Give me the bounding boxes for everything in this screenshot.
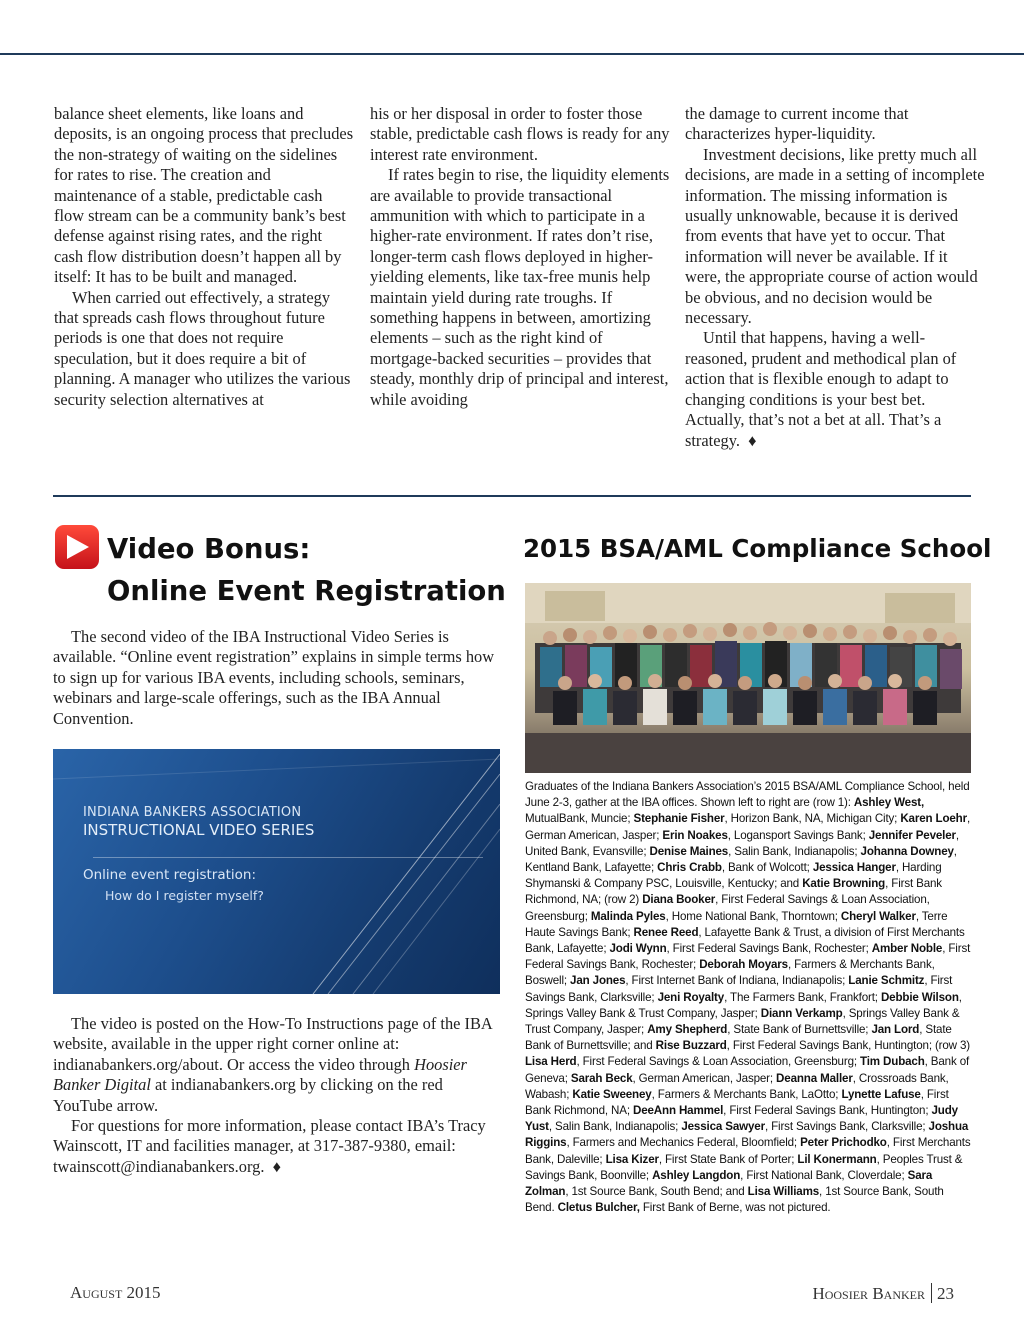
caption-name: Amber Noble xyxy=(871,942,943,956)
caption-name: Lil Konermann xyxy=(797,1152,877,1166)
page-number: 23 xyxy=(937,1284,954,1303)
caption-text: , German American, Jasper; xyxy=(525,812,971,842)
caption-name: Amy Shepherd xyxy=(647,1023,728,1037)
caption-text: , First Federal Savings & Loan Association, Greensburg; xyxy=(576,1055,861,1069)
caption-name: Stephanie Fisher xyxy=(633,812,725,826)
top-rule xyxy=(0,53,1024,55)
caption-name: Diana Booker xyxy=(642,893,716,907)
paragraph-text: For questions for more information, please contact IBA’s Tracy Wainscott, IT and facilities manager, at 317-387-9380, email: twainscott@indianabankers.org. xyxy=(53,1116,486,1176)
paragraph-text: at indianabankers.org by clicking on the red YouTube arrow. xyxy=(53,1075,443,1115)
caption-text: , Logansport Savings Bank; xyxy=(727,828,869,842)
caption-text: , First Federal Savings Bank, Rochester; xyxy=(525,942,971,972)
article-column-2 xyxy=(370,104,670,410)
paragraph: When carried out effectively, a strategy that spreads cash flows throughout future periods is one that does not require speculation, but it does require a bit of planning. A manager who utilizes the various security selection alternatives at xyxy=(54,287,351,409)
caption-text: , Harding Shymanski & Company PSC, Louisville, Kentucky; and xyxy=(525,861,942,891)
paragraph: The second video of the IBA Instructional Video Series is available. “Online event registration” explains in simple terms how to sign up for various IBA events, including schools, seminars, webinars and large-scale offerings, such as the IBA Annual Convention. xyxy=(53,627,495,728)
caption-name: Lisa Herd xyxy=(525,1055,577,1069)
caption-name: Jodi Wynn xyxy=(609,942,667,956)
article-column-3 xyxy=(685,104,985,451)
video-divider xyxy=(93,857,483,858)
caption-name: Judy Yust xyxy=(525,1104,958,1134)
end-mark: ♦ xyxy=(272,1156,282,1176)
caption-name: Peter Prichodko xyxy=(800,1136,887,1150)
caption-text: , Terre Haute Savings Bank; xyxy=(525,909,948,939)
caption-text: , Springs Valley Bank & Trust Company, Jasper; xyxy=(525,990,962,1020)
caption-name: Lanie Schmitz xyxy=(848,974,925,988)
magazine-name: Hoosier Banker xyxy=(812,1284,925,1303)
caption-name: Malinda Pyles xyxy=(590,909,666,923)
caption-name: Renee Reed xyxy=(633,925,699,939)
caption-text: , The Farmers Bank, Frankfort; xyxy=(724,990,881,1004)
video-topic: Online event registration: xyxy=(83,867,257,883)
caption-name: Deborah Moyars xyxy=(699,958,788,972)
caption-name: Lynette Lafuse xyxy=(841,1087,921,1101)
caption-name: Erin Noakes xyxy=(662,828,728,842)
issue-date: August 2015 xyxy=(70,1283,161,1302)
paragraph-text: The video is posted on the How-To Instructions page of the IBA website, available in the upper right corner online at: indianabankers.org/about. Or access the video through xyxy=(53,1014,492,1074)
publication-name: Hoosier Banker Digital xyxy=(53,1054,467,1095)
caption-text: , First Merchants Bank, Daleville; xyxy=(525,1136,971,1166)
caption-name: Sara Zolman xyxy=(525,1168,933,1199)
paragraph: the damage to current income that characterizes hyper-liquidity. xyxy=(685,104,909,144)
caption-name: Cletus Bulcher, xyxy=(557,1201,640,1215)
caption-text: , Bank of Wolcott; xyxy=(721,861,813,875)
caption-text: , First Federal Savings & Loan Association, Greensburg; xyxy=(525,893,930,923)
caption-text: MutualBank, Muncie; xyxy=(525,812,634,826)
caption-name: Jeni Royalty xyxy=(657,990,725,1004)
caption-text: , Crossroads Bank, Wabash; xyxy=(525,1071,949,1101)
paragraph: Investment decisions, like pretty much all decisions, are made in a setting of incomplete information. The missing information is usually unknowable, because it is derived from events that have yet to occur. That information will never be available. If it were, the appropriate course of action would be obvious, and no decision would be necessary. xyxy=(685,144,985,328)
video-thumbnail[interactable] xyxy=(53,749,500,994)
video-bonus-title-line2: Online Event Registration xyxy=(107,575,506,607)
caption-text: , First Internet Bank of Indiana, Indianapolis; xyxy=(625,974,849,988)
paragraph xyxy=(53,1014,498,1116)
caption-name: DeeAnn Hammel xyxy=(632,1104,724,1118)
caption-text: , Springs Valley Bank & Trust Company, Jasper; xyxy=(525,1006,960,1037)
caption-name: Joshua Riggins xyxy=(525,1120,969,1150)
caption-name: Lisa Williams xyxy=(747,1185,820,1199)
caption-name: Jan Lord xyxy=(871,1023,920,1037)
caption-text: , Salin Bank, Indianapolis; xyxy=(728,844,861,858)
caption-name: Ashley Langdon xyxy=(652,1168,741,1182)
video-bonus-intro xyxy=(53,627,498,729)
caption-name: Deanna Maller xyxy=(776,1071,853,1085)
caption-name: Chris Crabb xyxy=(657,861,722,875)
caption-text: , First Savings Bank, Clarksville; xyxy=(764,1120,929,1134)
caption-text: , 1st Source Bank, South Bend. xyxy=(525,1185,944,1215)
caption-text: , Farmers & Merchants Bank, LaOtto; xyxy=(651,1087,842,1101)
caption-text: , Horizon Bank, NA, Michigan City; xyxy=(724,812,901,826)
caption-name: Cheryl Walker xyxy=(840,909,916,923)
caption-name: Jessica Hanger xyxy=(812,861,896,875)
caption-name: Lisa Kizer xyxy=(605,1152,659,1166)
caption-text: , First Bank Richmond, NA; xyxy=(525,1087,949,1118)
caption-name: Tim Dubach xyxy=(860,1055,925,1069)
caption-text: , Salin Bank, Indianapolis; xyxy=(548,1120,682,1134)
caption-name: Sarah Beck xyxy=(570,1071,633,1085)
video-bonus-title-line1: Video Bonus: xyxy=(107,533,311,565)
section-rule xyxy=(53,495,971,497)
video-series-label: INSTRUCTIONAL VIDEO SERIES xyxy=(83,821,315,839)
caption-text: , First Bank Richmond, NA; (row 2) xyxy=(525,877,942,907)
caption-text: , 1st Source Bank, South Bend; and xyxy=(565,1185,748,1199)
caption-text: , First Savings Bank, Clarksville; xyxy=(525,974,953,1004)
video-bonus-details xyxy=(53,1014,498,1177)
photo-caption xyxy=(525,779,971,1216)
bsa-title: 2015 BSA/AML Compliance School xyxy=(523,534,992,563)
group-photo-illustration xyxy=(525,583,971,773)
caption-text: , State Bank of Burnettsville; and xyxy=(525,1023,952,1053)
video-bonus-title xyxy=(107,528,506,612)
caption-text: , First National Bank, Cloverdale; xyxy=(740,1168,908,1182)
caption-name: Johanna Downey xyxy=(860,844,954,858)
caption-text: , First Federal Savings Bank, Rochester; xyxy=(666,942,872,956)
caption-name: Denise Maines xyxy=(649,844,729,858)
paragraph: balance sheet elements, like loans and deposits, is an ongoing process that precludes the non-strategy of waiting on the sidelines for rates to rise. The creation and maintenance of a stable, predictable cash flow stream can be a community bank’s best defense against rising rates, and the right cash flow distribution doesn’t happen all by itself: It has to be built and managed. xyxy=(54,104,354,287)
caption-text: , Farmers & Merchants Bank, Boswell; xyxy=(525,958,935,988)
caption-name: Diann Verkamp xyxy=(760,1006,843,1020)
paragraph: his or her disposal in order to foster those stable, predictable cash flows is ready for any interest rate environment. xyxy=(370,104,670,164)
caption-name: Karen Loehr xyxy=(900,812,967,826)
group-photo xyxy=(525,583,971,773)
caption-name: Ashley West, xyxy=(853,796,925,810)
caption-text: , Lafayette Bank & Trust, a division of First Merchants Bank, Lafayette; xyxy=(525,925,965,956)
video-question: How do I register myself? xyxy=(105,888,264,903)
caption-text: , Kentland Bank, Lafayette; xyxy=(525,844,957,875)
caption-name: Katie Sweeney xyxy=(572,1087,652,1101)
caption-name: Jan Jones xyxy=(570,974,626,988)
caption-text: , Home National Bank, Thorntown; xyxy=(665,909,841,923)
caption-text: Graduates of the Indiana Bankers Association’s 2015 BSA/AML Compliance School, held June 2-3, gather at the IBA offices. Shown left to right are (row 1): xyxy=(525,780,970,810)
paragraph-text: Until that happens, having a well-reasoned, prudent and methodical plan of action that is flexible enough to adapt to changing conditions is your best bet. Actually, that’s not a bet at all. That’s a strategy. xyxy=(685,328,957,450)
caption-text: , Farmers and Mechanics Federal, Bloomfield; xyxy=(566,1136,801,1150)
caption-name: Jessica Sawyer xyxy=(681,1120,765,1134)
caption-text: First Bank of Berne, was not pictured. xyxy=(639,1201,831,1215)
end-mark: ♦ xyxy=(748,430,757,450)
caption-text: , First State Bank of Porter; xyxy=(658,1152,798,1166)
caption-name: Debbie Wilson xyxy=(880,990,959,1004)
page-footer xyxy=(812,1283,954,1304)
caption-name: Katie Browning xyxy=(802,877,886,891)
caption-text: , State Bank of Burnettsville; xyxy=(727,1023,872,1037)
paragraph xyxy=(685,328,985,450)
caption-text: , First Federal Savings Bank, Huntington; xyxy=(723,1104,932,1118)
video-org-label: INDIANA BANKERS ASSOCIATION xyxy=(83,805,302,820)
caption-text: , Bank of Geneva; xyxy=(525,1055,970,1085)
caption-text: , First Federal Savings Bank, Huntington; (row 3) xyxy=(726,1039,970,1053)
footer-divider xyxy=(931,1283,932,1303)
caption-text: , United Bank, Evansville; xyxy=(525,828,959,858)
caption-name: Jennifer Peveler xyxy=(868,828,956,842)
paragraph: If rates begin to rise, the liquidity elements are available to provide transactional ammunition with which to participate in a higher-rate environment. If rates don’t rise, longer-term cash flows deployed in higher-yielding elements, like tax-free munis help maintain yield during rate troughs. If something happens in between, amortizing elements – such as the right kind of mortgage-backed securities – provides that steady, monthly drip of principal and interest, while avoiding xyxy=(370,165,670,409)
caption-text: , German American, Jasper; xyxy=(632,1071,777,1085)
paragraph xyxy=(53,1116,498,1177)
youtube-play-icon[interactable] xyxy=(55,525,99,569)
caption-text: , Peoples Trust & Savings Bank, Boonville; xyxy=(525,1152,963,1182)
caption-name: Rise Buzzard xyxy=(655,1039,727,1053)
article-column-1 xyxy=(54,104,354,410)
